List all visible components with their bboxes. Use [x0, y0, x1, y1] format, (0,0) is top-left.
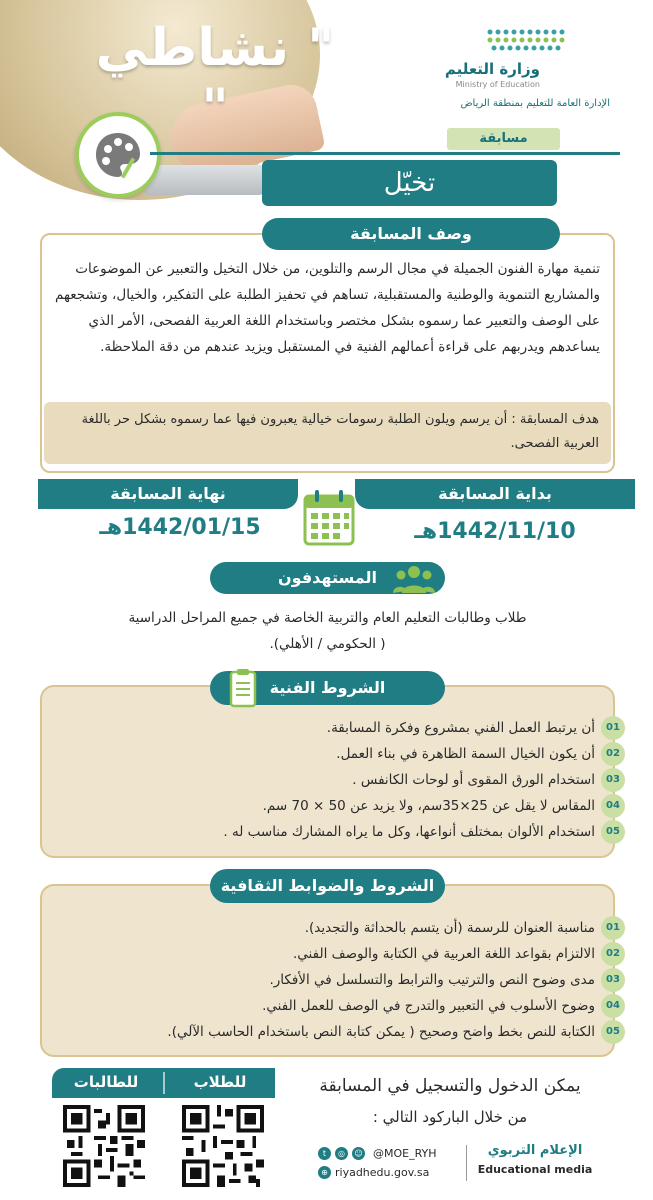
social-links	[318, 1143, 468, 1163]
target-line-2: ( الحكومي / الأهلي).	[269, 636, 386, 652]
goal-text: هدف المسابقة : أن يرسم ويلون الطلبة رسومات خيالية يعبرون فيها عما رسموه بشكل حر باللغة العربية الفصحى.	[44, 402, 611, 464]
end-date-value: 1442/01/15هـ	[99, 515, 261, 540]
technical-conditions-title: الشروط الفنية	[210, 671, 445, 705]
divider	[466, 1145, 467, 1181]
item-number: 01	[601, 916, 625, 940]
list-item	[60, 768, 625, 792]
media-name-ar: الإعلام التربوي	[487, 1143, 583, 1158]
description-title: وصف المسابقة	[262, 218, 560, 250]
directorate-name: الإدارة العامة للتعليم بمنطقة الرياض	[460, 98, 610, 109]
girls-qr-code[interactable]	[63, 1105, 145, 1187]
list-item	[60, 1020, 625, 1044]
barcode-text: من خلال الباركود التالي :	[372, 1108, 528, 1126]
start-date-label: بداية المسابقة	[355, 479, 635, 509]
list-item	[60, 820, 625, 844]
keyboard-illustration	[143, 165, 277, 195]
snapchat-icon[interactable]: ☺	[352, 1147, 365, 1160]
divider	[150, 152, 620, 155]
website-row	[318, 1162, 468, 1182]
item-text: المقاس لا يقل عن 25×35سم، ولا يزيد عن 50 × 70 سم.	[262, 798, 595, 814]
globe-icon: ⊕	[318, 1166, 331, 1179]
ministry-name-ar: وزارة التعليم	[444, 60, 540, 78]
boys-qr-code[interactable]	[182, 1105, 264, 1187]
people-icon	[392, 563, 436, 595]
document-icon	[228, 668, 258, 708]
social-handle[interactable]: @MOE_RYH	[373, 1146, 437, 1160]
palette-icon	[75, 112, 161, 198]
target-title: المستهدفون	[210, 562, 445, 594]
item-text: أن يكون الخيال السمة الظاهرة في بناء العمل.	[336, 746, 595, 762]
item-text: وضوح الأسلوب في التعبير والتدرج في الوصف للعمل الفني.	[262, 998, 595, 1014]
page-title: " نشاطي "	[95, 18, 335, 138]
item-text: الالتزام بقواعد اللغة العربية في الكتابة والوصف الفني.	[293, 946, 595, 962]
target-line-1: طلاب وطالبات التعليم العام والتربية الخاصة في جميع المراحل الدراسية	[128, 610, 527, 626]
item-text: أن يرتبط العمل الفني بمشروع وفكرة المسابقة.	[326, 720, 595, 736]
ministry-name-en: Ministry of Education	[455, 80, 540, 89]
item-number: 02	[601, 742, 625, 766]
list-item	[60, 942, 625, 966]
girls-label: للطالبات	[73, 1073, 139, 1091]
item-number: 04	[601, 994, 625, 1018]
item-number: 03	[601, 768, 625, 792]
website-link[interactable]: riyadhedu.gov.sa	[335, 1165, 430, 1179]
registration-text: يمكن الدخول والتسجيل في المسابقة	[319, 1076, 581, 1096]
list-item	[60, 794, 625, 818]
item-text: مدى وضوح النص والترتيب والترابط والتسلسل في الأفكار.	[269, 972, 595, 988]
media-name-en: Educational media	[477, 1163, 593, 1176]
target-text	[40, 605, 615, 657]
list-item	[60, 742, 625, 766]
list-item	[60, 994, 625, 1018]
instagram-icon[interactable]: ◎	[335, 1147, 348, 1160]
divider	[163, 1072, 165, 1094]
item-number: 05	[601, 1020, 625, 1044]
competition-name: تخيّل	[262, 160, 557, 206]
item-text: استخدام الألوان بمختلف أنواعها، وكل ما يراه المشارك مناسب له .	[223, 824, 595, 840]
competition-tag: مسابقة	[447, 128, 560, 150]
item-number: 04	[601, 794, 625, 818]
item-text: الكتابة للنص بخط واضح وصحيح ( يمكن كتابة النص باستخدام الحاسب الآلي).	[167, 1024, 595, 1040]
item-number: 03	[601, 968, 625, 992]
boys-label: للطلاب	[193, 1073, 247, 1091]
item-number: 01	[601, 716, 625, 740]
item-number: 05	[601, 820, 625, 844]
item-number: 02	[601, 942, 625, 966]
list-item	[60, 716, 625, 740]
twitter-icon[interactable]: t	[318, 1147, 331, 1160]
start-date-value: 1442/11/10هـ	[414, 519, 576, 544]
end-date-label: نهاية المسابقة	[38, 479, 298, 509]
list-item	[60, 968, 625, 992]
cultural-conditions-title: الشروط والضوابط الثقافية	[210, 869, 445, 903]
description-text: تنمية مهارة الفنون الجميلة في مجال الرسم والتلوين، من خلال التخيل والتعبير عن الموضوعات والمشاريع التنموية والوطنية والمستقبلية، تساهم في تحفيز الطلبة على التفكير، والخيال، وتشجعهم على الوصف والتعبير عما رسموه بشكل مختصر وباستخدام اللغة العربية الفصحى، الأمر الذي يساعدهم ويدربهم على قراءة أعمالهم الفنية في المستقبل ويزيد عندهم من دقة الملاحظة.	[55, 261, 600, 355]
item-text: استخدام الورق المقوى أو لوحات الكانفس .	[352, 772, 595, 788]
calendar-icon	[302, 488, 356, 548]
item-text: مناسبة العنوان للرسمة (أن يتسم بالحداثة والتجديد).	[304, 920, 595, 936]
list-item	[60, 916, 625, 940]
